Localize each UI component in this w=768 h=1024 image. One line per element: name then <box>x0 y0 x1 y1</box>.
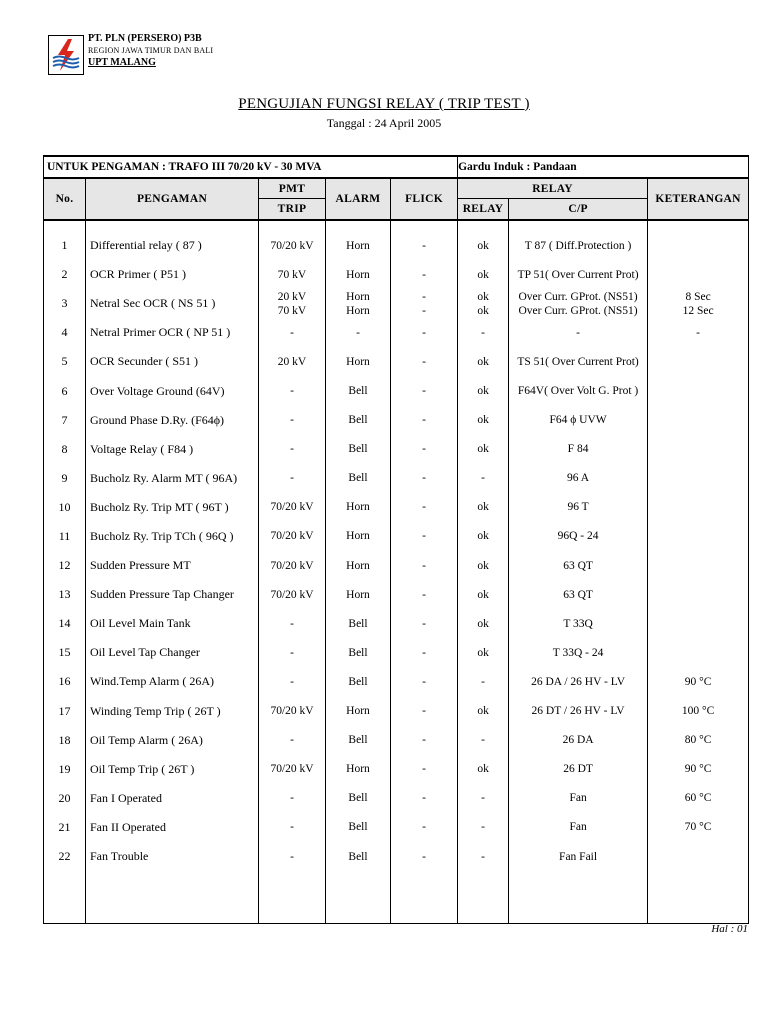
row-cp: Fan <box>509 784 648 813</box>
row-cp: TS 51( Over Current Prot) <box>509 347 648 376</box>
row-pengaman: Fan Trouble <box>86 842 259 871</box>
row-number: 7 <box>44 406 86 435</box>
row-keterangan: 90 °C <box>648 755 749 784</box>
row-flick: - <box>391 435 458 464</box>
row-relay-line-2: ok <box>477 304 489 317</box>
row-pengaman: Wind.Temp Alarm ( 26A) <box>86 667 259 696</box>
row-flick: - <box>391 697 458 726</box>
row-trip: - <box>259 813 326 842</box>
row-number: 16 <box>44 667 86 696</box>
row-keterangan <box>648 842 749 871</box>
relay-test-table-wrapper <box>43 155 748 924</box>
row-relay: ok <box>458 551 509 580</box>
col-header-flick: FLICK <box>391 178 458 220</box>
company-unit: UPT MALANG <box>88 57 156 68</box>
row-alarm: Horn <box>326 493 391 522</box>
table-row <box>44 435 749 464</box>
row-flick: - <box>391 347 458 376</box>
row-number: 13 <box>44 580 86 609</box>
row-alarm: - <box>326 318 391 347</box>
table-row <box>44 376 749 405</box>
row-cp: T 33Q - 24 <box>509 638 648 667</box>
row-alarm: Horn <box>326 551 391 580</box>
row-keterangan <box>648 347 749 376</box>
row-alarm <box>326 289 391 318</box>
row-number: 19 <box>44 755 86 784</box>
row-relay: ok <box>458 435 509 464</box>
row-keterangan: 100 °C <box>648 697 749 726</box>
row-pengaman: Differential relay ( 87 ) <box>86 231 259 260</box>
row-pengaman: Over Voltage Ground (64V) <box>86 376 259 405</box>
row-relay: ok <box>458 347 509 376</box>
row-keterangan: 80 °C <box>648 726 749 755</box>
row-keterangan <box>648 260 749 289</box>
row-pengaman: Bucholz Ry. Trip MT ( 96T ) <box>86 493 259 522</box>
row-pengaman: Oil Temp Trip ( 26T ) <box>86 755 259 784</box>
row-alarm: Horn <box>326 231 391 260</box>
row-relay: ok <box>458 231 509 260</box>
row-alarm: Horn <box>326 755 391 784</box>
table-row <box>44 667 749 696</box>
substation-name <box>458 156 749 178</box>
row-number: 10 <box>44 493 86 522</box>
table-spacer-row <box>44 220 749 231</box>
row-flick: - <box>391 551 458 580</box>
row-alarm: Bell <box>326 784 391 813</box>
company-logo <box>48 35 84 75</box>
row-relay-line-1: ok <box>477 290 489 303</box>
row-alarm: Bell <box>326 813 391 842</box>
table-row <box>44 842 749 871</box>
row-relay: - <box>458 784 509 813</box>
table-info-row <box>44 156 749 178</box>
table-row <box>44 609 749 638</box>
row-flick <box>391 289 458 318</box>
row-relay: - <box>458 842 509 871</box>
row-keterangan <box>648 406 749 435</box>
row-relay: ok <box>458 522 509 551</box>
row-cp: 26 DA / 26 HV - LV <box>509 667 648 696</box>
row-cp: F64 ϕ UVW <box>509 406 648 435</box>
table-row <box>44 347 749 376</box>
table-row <box>44 726 749 755</box>
row-flick: - <box>391 755 458 784</box>
row-cp: Fan <box>509 813 648 842</box>
row-relay: - <box>458 667 509 696</box>
row-alarm: Bell <box>326 726 391 755</box>
row-cp: 96 A <box>509 464 648 493</box>
row-keterangan <box>648 493 749 522</box>
row-relay: - <box>458 813 509 842</box>
row-number: 11 <box>44 522 86 551</box>
row-keterangan: 60 °C <box>648 784 749 813</box>
row-flick: - <box>391 522 458 551</box>
row-trip: - <box>259 318 326 347</box>
row-keterangan <box>648 464 749 493</box>
row-pengaman: Sudden Pressure MT <box>86 551 259 580</box>
row-trip: - <box>259 842 326 871</box>
row-number: 21 <box>44 813 86 842</box>
row-cp: 26 DT / 26 HV - LV <box>509 697 648 726</box>
row-keterangan <box>648 638 749 667</box>
row-alarm: Bell <box>326 638 391 667</box>
row-flick-line-2: - <box>422 304 426 317</box>
row-trip: 70 kV <box>259 260 326 289</box>
table-row <box>44 522 749 551</box>
row-number: 15 <box>44 638 86 667</box>
row-pengaman: Fan II Operated <box>86 813 259 842</box>
col-header-pmt: PMT <box>259 178 326 199</box>
row-trip: - <box>259 406 326 435</box>
row-relay: - <box>458 464 509 493</box>
row-trip: 70/20 kV <box>259 551 326 580</box>
row-keterangan-line-2: 12 Sec <box>682 304 714 317</box>
table-body <box>44 231 749 871</box>
row-number: 9 <box>44 464 86 493</box>
pln-lightning-logo-icon <box>49 36 83 74</box>
row-flick: - <box>391 667 458 696</box>
row-cp: TP 51( Over Current Prot) <box>509 260 648 289</box>
row-alarm: Horn <box>326 522 391 551</box>
col-header-keterangan: KETERANGAN <box>648 178 749 220</box>
row-trip: - <box>259 638 326 667</box>
row-alarm: Bell <box>326 609 391 638</box>
row-alarm: Bell <box>326 667 391 696</box>
col-header-cp: C/P <box>509 199 648 221</box>
row-pengaman: Sudden Pressure Tap Changer <box>86 580 259 609</box>
row-number: 3 <box>44 289 86 318</box>
row-pengaman: Netral Sec OCR ( NS 51 ) <box>86 289 259 318</box>
row-relay: ok <box>458 609 509 638</box>
row-trip: - <box>259 376 326 405</box>
row-cp: 96Q - 24 <box>509 522 648 551</box>
row-number: 6 <box>44 376 86 405</box>
row-flick: - <box>391 784 458 813</box>
row-keterangan-line-1: 8 Sec <box>685 290 711 303</box>
row-cp: 26 DT <box>509 755 648 784</box>
table-row <box>44 638 749 667</box>
row-pengaman: Oil Level Main Tank <box>86 609 259 638</box>
row-relay: - <box>458 318 509 347</box>
table-row <box>44 464 749 493</box>
row-number: 1 <box>44 231 86 260</box>
row-number: 14 <box>44 609 86 638</box>
row-keterangan <box>648 289 749 318</box>
row-keterangan <box>648 435 749 464</box>
col-header-alarm: ALARM <box>326 178 391 220</box>
row-relay: ok <box>458 580 509 609</box>
row-relay: ok <box>458 638 509 667</box>
table-row <box>44 755 749 784</box>
row-cp <box>509 289 648 318</box>
row-flick: - <box>391 406 458 435</box>
row-pengaman: OCR Secunder ( S51 ) <box>86 347 259 376</box>
row-cp-line-2: Over Curr. GProt. (NS51) <box>518 304 638 317</box>
col-header-no: No. <box>44 178 86 220</box>
col-header-trip: TRIP <box>259 199 326 221</box>
row-number: 4 <box>44 318 86 347</box>
row-number: 5 <box>44 347 86 376</box>
row-cp: T 87 ( Diff.Protection ) <box>509 231 648 260</box>
row-cp: 63 QT <box>509 580 648 609</box>
row-keterangan <box>648 231 749 260</box>
row-trip: - <box>259 667 326 696</box>
row-flick: - <box>391 493 458 522</box>
table-row <box>44 784 749 813</box>
substation-label: Gardu Induk : Pandaan <box>458 161 577 173</box>
row-pengaman: Ground Phase D.Ry. (F64ϕ) <box>86 406 259 435</box>
row-trip: 20 kV <box>259 347 326 376</box>
row-trip: - <box>259 435 326 464</box>
row-flick: - <box>391 609 458 638</box>
row-trip: 70/20 kV <box>259 231 326 260</box>
row-cp: 26 DA <box>509 726 648 755</box>
table-tail-row <box>44 871 749 924</box>
row-cp: F64V( Over Volt G. Prot ) <box>509 376 648 405</box>
table-row <box>44 260 749 289</box>
row-keterangan: 70 °C <box>648 813 749 842</box>
row-keterangan <box>648 551 749 580</box>
row-pengaman: Bucholz Ry. Alarm MT ( 96A) <box>86 464 259 493</box>
row-alarm: Bell <box>326 842 391 871</box>
table-row <box>44 406 749 435</box>
protection-target: UNTUK PENGAMAN : TRAFO III 70/20 kV - 30 MVA <box>44 156 458 178</box>
row-flick: - <box>391 638 458 667</box>
row-trip: - <box>259 609 326 638</box>
row-flick: - <box>391 464 458 493</box>
row-cp: - <box>509 318 648 347</box>
row-number: 12 <box>44 551 86 580</box>
row-trip: 70/20 kV <box>259 580 326 609</box>
row-cp-line-1: Over Curr. GProt. (NS51) <box>518 290 638 303</box>
row-flick: - <box>391 813 458 842</box>
row-flick: - <box>391 580 458 609</box>
table-row <box>44 580 749 609</box>
row-trip: - <box>259 784 326 813</box>
row-relay: ok <box>458 493 509 522</box>
row-trip: - <box>259 726 326 755</box>
table-row <box>44 318 749 347</box>
row-pengaman: Winding Temp Trip ( 26T ) <box>86 697 259 726</box>
row-trip: 70/20 kV <box>259 493 326 522</box>
col-header-relay-group: RELAY <box>458 178 648 199</box>
row-relay: - <box>458 726 509 755</box>
row-trip: 70/20 kV <box>259 755 326 784</box>
row-alarm: Bell <box>326 376 391 405</box>
row-cp: 63 QT <box>509 551 648 580</box>
row-trip: - <box>259 464 326 493</box>
row-trip <box>259 289 326 318</box>
table-row <box>44 289 749 318</box>
row-cp: F 84 <box>509 435 648 464</box>
row-number: 22 <box>44 842 86 871</box>
row-flick: - <box>391 376 458 405</box>
row-keterangan <box>648 522 749 551</box>
row-relay: ok <box>458 260 509 289</box>
row-flick: - <box>391 842 458 871</box>
row-flick: - <box>391 260 458 289</box>
table-header-row <box>44 178 749 199</box>
row-pengaman: Fan I Operated <box>86 784 259 813</box>
table-row <box>44 231 749 260</box>
row-alarm: Horn <box>326 580 391 609</box>
page-number: Hal : 01 <box>711 923 748 935</box>
row-relay: ok <box>458 697 509 726</box>
row-pengaman: Bucholz Ry. Trip TCh ( 96Q ) <box>86 522 259 551</box>
row-alarm: Horn <box>326 260 391 289</box>
row-number: 20 <box>44 784 86 813</box>
col-header-pengaman: PENGAMAN <box>86 178 259 220</box>
col-header-relay: RELAY <box>458 199 509 221</box>
relay-test-table <box>43 155 749 924</box>
row-alarm: Bell <box>326 464 391 493</box>
row-pengaman: Voltage Relay ( F84 ) <box>86 435 259 464</box>
table-row <box>44 551 749 580</box>
row-relay: ok <box>458 376 509 405</box>
row-alarm: Horn <box>326 697 391 726</box>
row-keterangan <box>648 609 749 638</box>
row-number: 18 <box>44 726 86 755</box>
row-cp: T 33Q <box>509 609 648 638</box>
row-alarm-line-2: Horn <box>346 304 370 317</box>
row-pengaman: Oil Temp Alarm ( 26A) <box>86 726 259 755</box>
row-pengaman: Netral Primer OCR ( NP 51 ) <box>86 318 259 347</box>
company-region: REGION JAWA TIMUR DAN BALI <box>88 46 214 55</box>
row-number: 17 <box>44 697 86 726</box>
row-relay <box>458 289 509 318</box>
row-trip: 70/20 kV <box>259 522 326 551</box>
row-number: 2 <box>44 260 86 289</box>
row-flick: - <box>391 726 458 755</box>
row-trip: 70/20 kV <box>259 697 326 726</box>
row-keterangan: 90 °C <box>648 667 749 696</box>
row-keterangan: - <box>648 318 749 347</box>
row-alarm: Bell <box>326 406 391 435</box>
row-alarm: Bell <box>326 435 391 464</box>
row-pengaman: Oil Level Tap Changer <box>86 638 259 667</box>
row-alarm: Horn <box>326 347 391 376</box>
row-number: 8 <box>44 435 86 464</box>
row-cp: 96 T <box>509 493 648 522</box>
row-keterangan <box>648 580 749 609</box>
page-title: PENGUJIAN FUNGSI RELAY ( TRIP TEST ) <box>238 96 530 112</box>
row-flick-line-1: - <box>422 290 426 303</box>
company-name: PT. PLN (PERSERO) P3B <box>88 33 202 44</box>
table-row <box>44 697 749 726</box>
row-pengaman: OCR Primer ( P51 ) <box>86 260 259 289</box>
row-alarm-line-1: Horn <box>346 290 370 303</box>
table-row <box>44 813 749 842</box>
row-relay: ok <box>458 406 509 435</box>
row-relay: ok <box>458 755 509 784</box>
row-flick: - <box>391 318 458 347</box>
table-row <box>44 493 749 522</box>
row-keterangan <box>648 376 749 405</box>
document-date: Tanggal : 24 April 2005 <box>326 116 442 130</box>
row-cp: Fan Fail <box>509 842 648 871</box>
row-trip-line-1: 20 kV <box>277 290 307 303</box>
row-flick: - <box>391 231 458 260</box>
row-trip-line-2: 70 kV <box>277 304 307 317</box>
company-header <box>88 33 213 69</box>
